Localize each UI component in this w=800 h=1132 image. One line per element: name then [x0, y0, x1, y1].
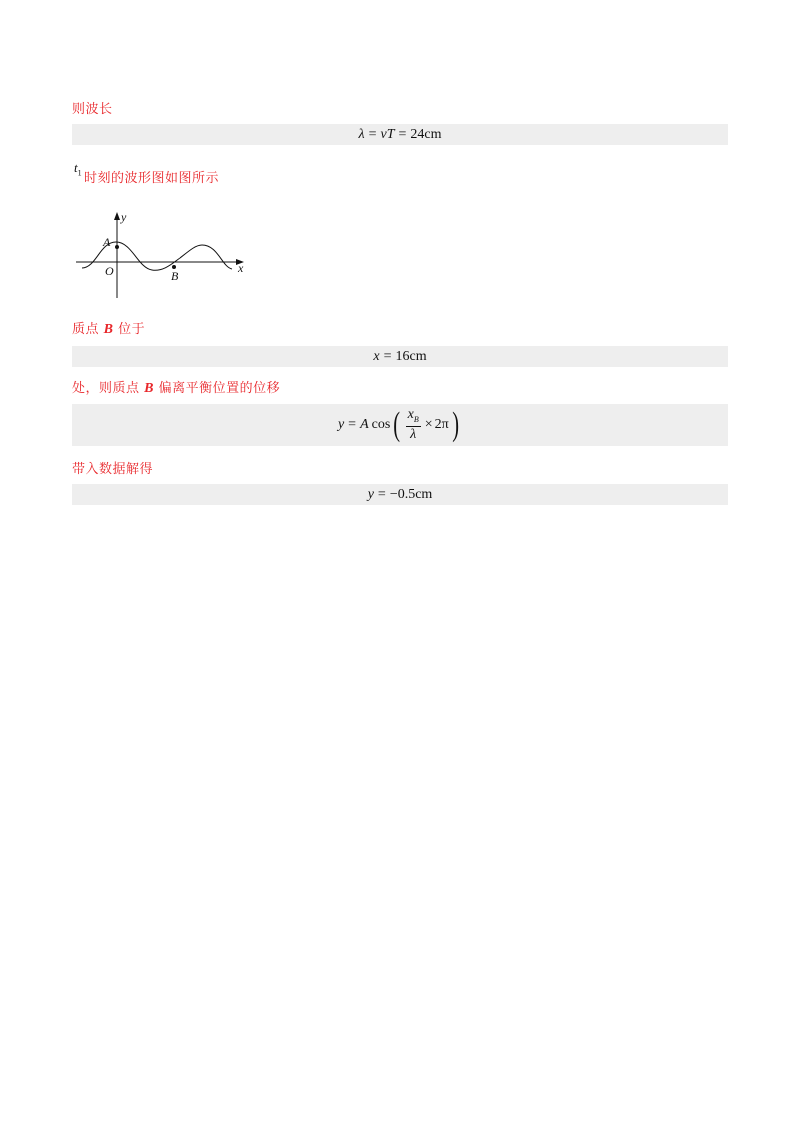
waveform-diagram [72, 205, 252, 305]
equation-displacement [72, 404, 728, 446]
eq1-rhs: 24cm [410, 126, 442, 142]
text-displacement-var: B [144, 381, 154, 396]
eq3-num-var: x [407, 406, 414, 422]
time-symbol-sub: 1 [77, 168, 82, 178]
eq1-eq-sign-2: = [398, 126, 407, 142]
text-wavelength-intro: 则波长 [72, 102, 113, 117]
time-symbol-t: t [74, 160, 78, 175]
eq3-func: cos [371, 417, 391, 432]
eq1-lhs: λ [358, 126, 365, 142]
text-displacement-pre: 处，则质点 [72, 381, 140, 396]
point-A [115, 245, 119, 249]
eq3-amp: A [360, 417, 369, 432]
label-A: A [103, 235, 111, 249]
eq2-lhs: x [373, 348, 380, 364]
eq2-rhs: 16cm [395, 348, 427, 364]
eq2-eq-sign: = [383, 348, 392, 364]
time-symbol [74, 160, 82, 178]
equation-position [72, 346, 728, 367]
equation-wavelength [72, 124, 728, 145]
eq4-eq-sign: = [377, 486, 386, 502]
eq3-numerator [406, 408, 421, 428]
eq3-times: × [424, 417, 433, 432]
eq1-mid: vT [380, 126, 395, 142]
text-displacement-intro [72, 377, 280, 397]
text-position-pre: 质点 [72, 322, 100, 337]
label-y: y [121, 210, 127, 224]
eq3-right-paren: ) [451, 406, 459, 443]
eq3-left-paren: ( [393, 406, 401, 443]
text-displacement-post: 偏离平衡位置的位移 [158, 381, 281, 396]
text-position-post: 位于 [118, 322, 146, 337]
label-O: O [105, 264, 114, 278]
eq3-tail: 2π [434, 417, 449, 432]
eq4-lhs: y [367, 486, 374, 502]
text-position-var: B [103, 322, 114, 337]
text-position-intro [72, 318, 145, 338]
y-axis-arrow-icon [114, 212, 120, 220]
eq3-denominator: λ [410, 427, 417, 443]
eq4-rhs: −0.5cm [389, 486, 433, 502]
eq3-num-sub: B [413, 414, 419, 424]
text-substitute: 带入数据解得 [72, 462, 154, 477]
eq3-eq-sign: = [348, 417, 357, 432]
eq3-fraction [406, 408, 421, 443]
label-B: B [171, 269, 179, 283]
equation-result [72, 484, 728, 505]
eq1-eq-sign-1: = [368, 126, 377, 142]
eq3-lhs: y [337, 417, 345, 432]
label-x: x [238, 261, 244, 275]
text-waveform-intro: 时刻的波形图如图所示 [84, 171, 220, 186]
